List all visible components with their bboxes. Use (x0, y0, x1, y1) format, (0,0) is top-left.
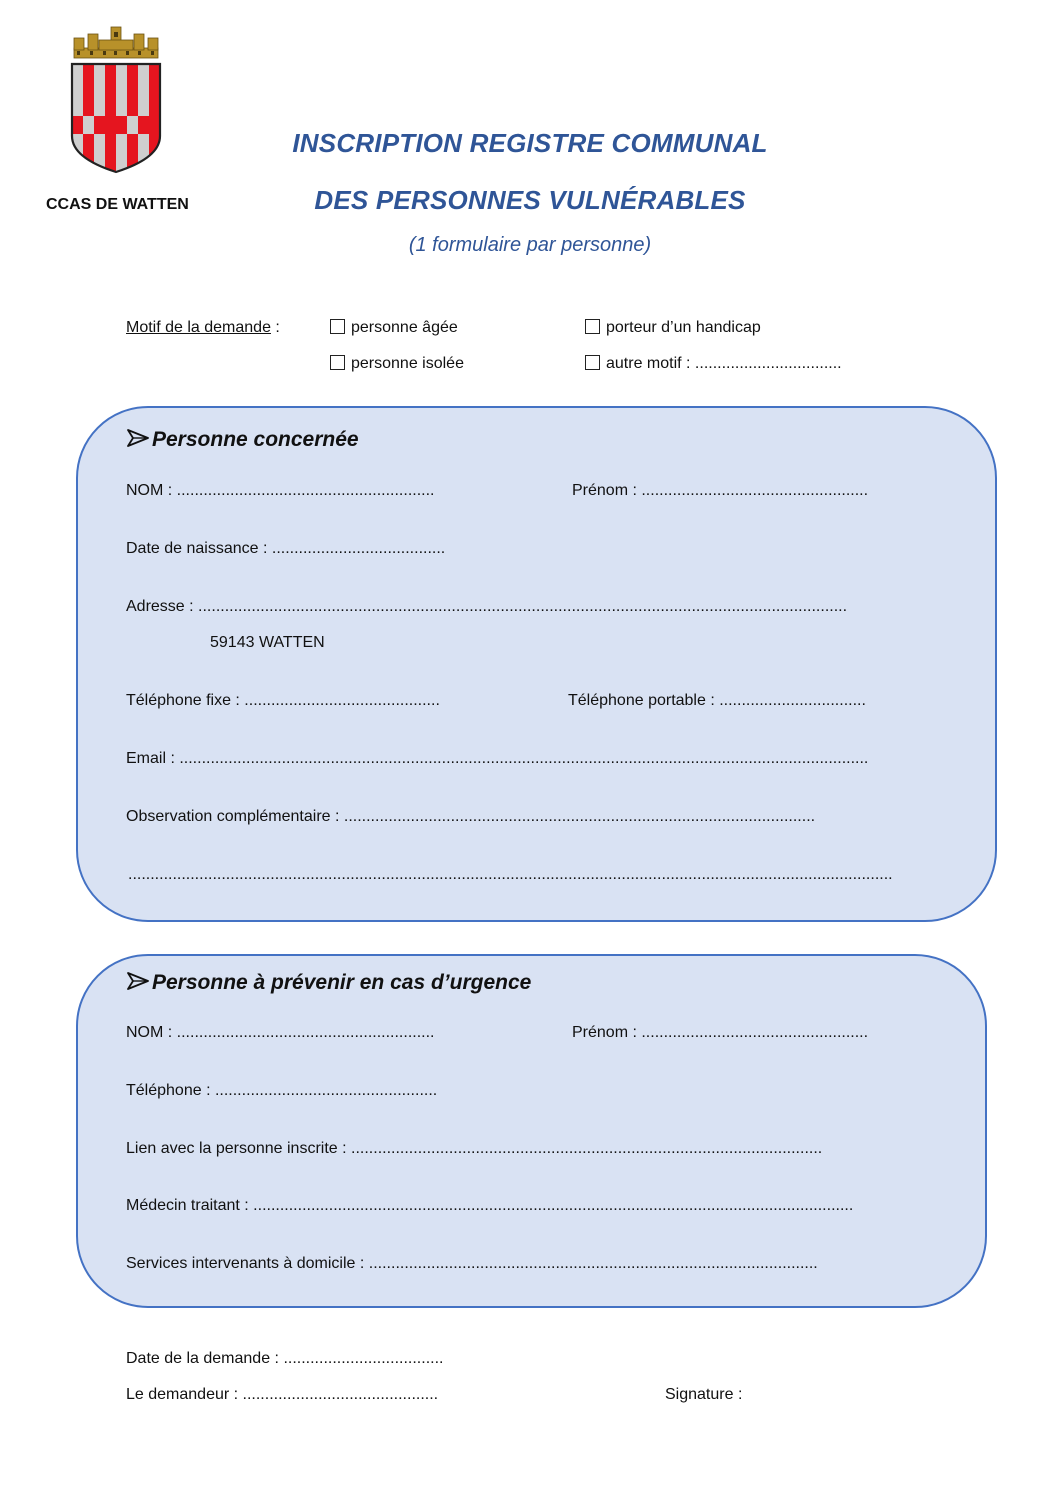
signature-label: Signature : (665, 1386, 743, 1403)
urgence-nom-field[interactable]: NOM : .......................................................... (126, 1024, 435, 1041)
arrow-bullet-icon (126, 428, 150, 448)
organization-name: CCAS DE WATTEN (46, 196, 189, 213)
telephone-portable-field[interactable]: Téléphone portable : ................................. (568, 692, 866, 709)
date-naissance-field[interactable]: Date de naissance : ....................................... (126, 540, 446, 557)
checkbox-icon[interactable] (585, 319, 600, 334)
prenom-field[interactable]: Prénom : ................................................... (572, 482, 869, 499)
arrow-bullet-icon (126, 971, 150, 991)
demandeur-field[interactable]: Le demandeur : ............................................ (126, 1386, 439, 1403)
email-field[interactable]: Email : ........................................................................................................................................................... (126, 750, 869, 767)
telephone-fixe-field[interactable]: Téléphone fixe : ............................................ (126, 692, 440, 709)
adresse-field[interactable]: Adresse : .................................................................................................................................................. (126, 598, 848, 615)
motif-option-personne-agee[interactable]: personne âgée (330, 319, 458, 337)
motif-label-group (126, 319, 280, 337)
date-demande-field[interactable]: Date de la demande : .................................... (126, 1350, 444, 1367)
checkbox-icon[interactable] (330, 355, 345, 370)
section-title-personne-concernee: Personne concernée (126, 428, 359, 452)
medecin-traitant-field[interactable]: Médecin traitant : ....................................................................................................................................... (126, 1197, 854, 1214)
urgence-prenom-field[interactable]: Prénom : ................................................... (572, 1024, 869, 1041)
checkbox-icon[interactable] (330, 319, 345, 334)
form-subtitle: (1 formulaire par personne) (408, 234, 652, 256)
watten-coat-of-arms-logo (66, 24, 166, 176)
section-title-personne-a-prevenir: Personne à prévenir en cas d’urgence (126, 971, 531, 995)
nom-field[interactable]: NOM : .......................................................... (126, 482, 435, 499)
urgence-telephone-field[interactable]: Téléphone : .................................................. (126, 1082, 438, 1099)
motif-option-handicap[interactable]: porteur d’un handicap (585, 319, 761, 337)
motif-label: Motif de la demande (126, 319, 271, 336)
form-title-line1: INSCRIPTION REGISTRE COMMUNAL (292, 128, 768, 158)
observation-field[interactable]: Observation complémentaire : .......................................................................................................... (126, 808, 816, 825)
services-intervenants-field[interactable]: Services intervenants à domicile : ..................................................................................................... (126, 1255, 818, 1272)
lien-field[interactable]: Lien avec la personne inscrite : .......................................................................................................... (126, 1140, 823, 1157)
motif-colon: : (270, 319, 280, 336)
checkbox-icon[interactable] (585, 355, 600, 370)
form-title-line2: DES PERSONNES VULNÉRABLES (314, 185, 746, 215)
motif-option-autre[interactable]: autre motif : ................................. (585, 355, 842, 373)
motif-option-personne-isolee[interactable]: personne isolée (330, 355, 464, 373)
observation-field-line2[interactable]: ............................................................................................................................................................................ (128, 866, 893, 883)
ville-text: 59143 WATTEN (210, 634, 325, 651)
